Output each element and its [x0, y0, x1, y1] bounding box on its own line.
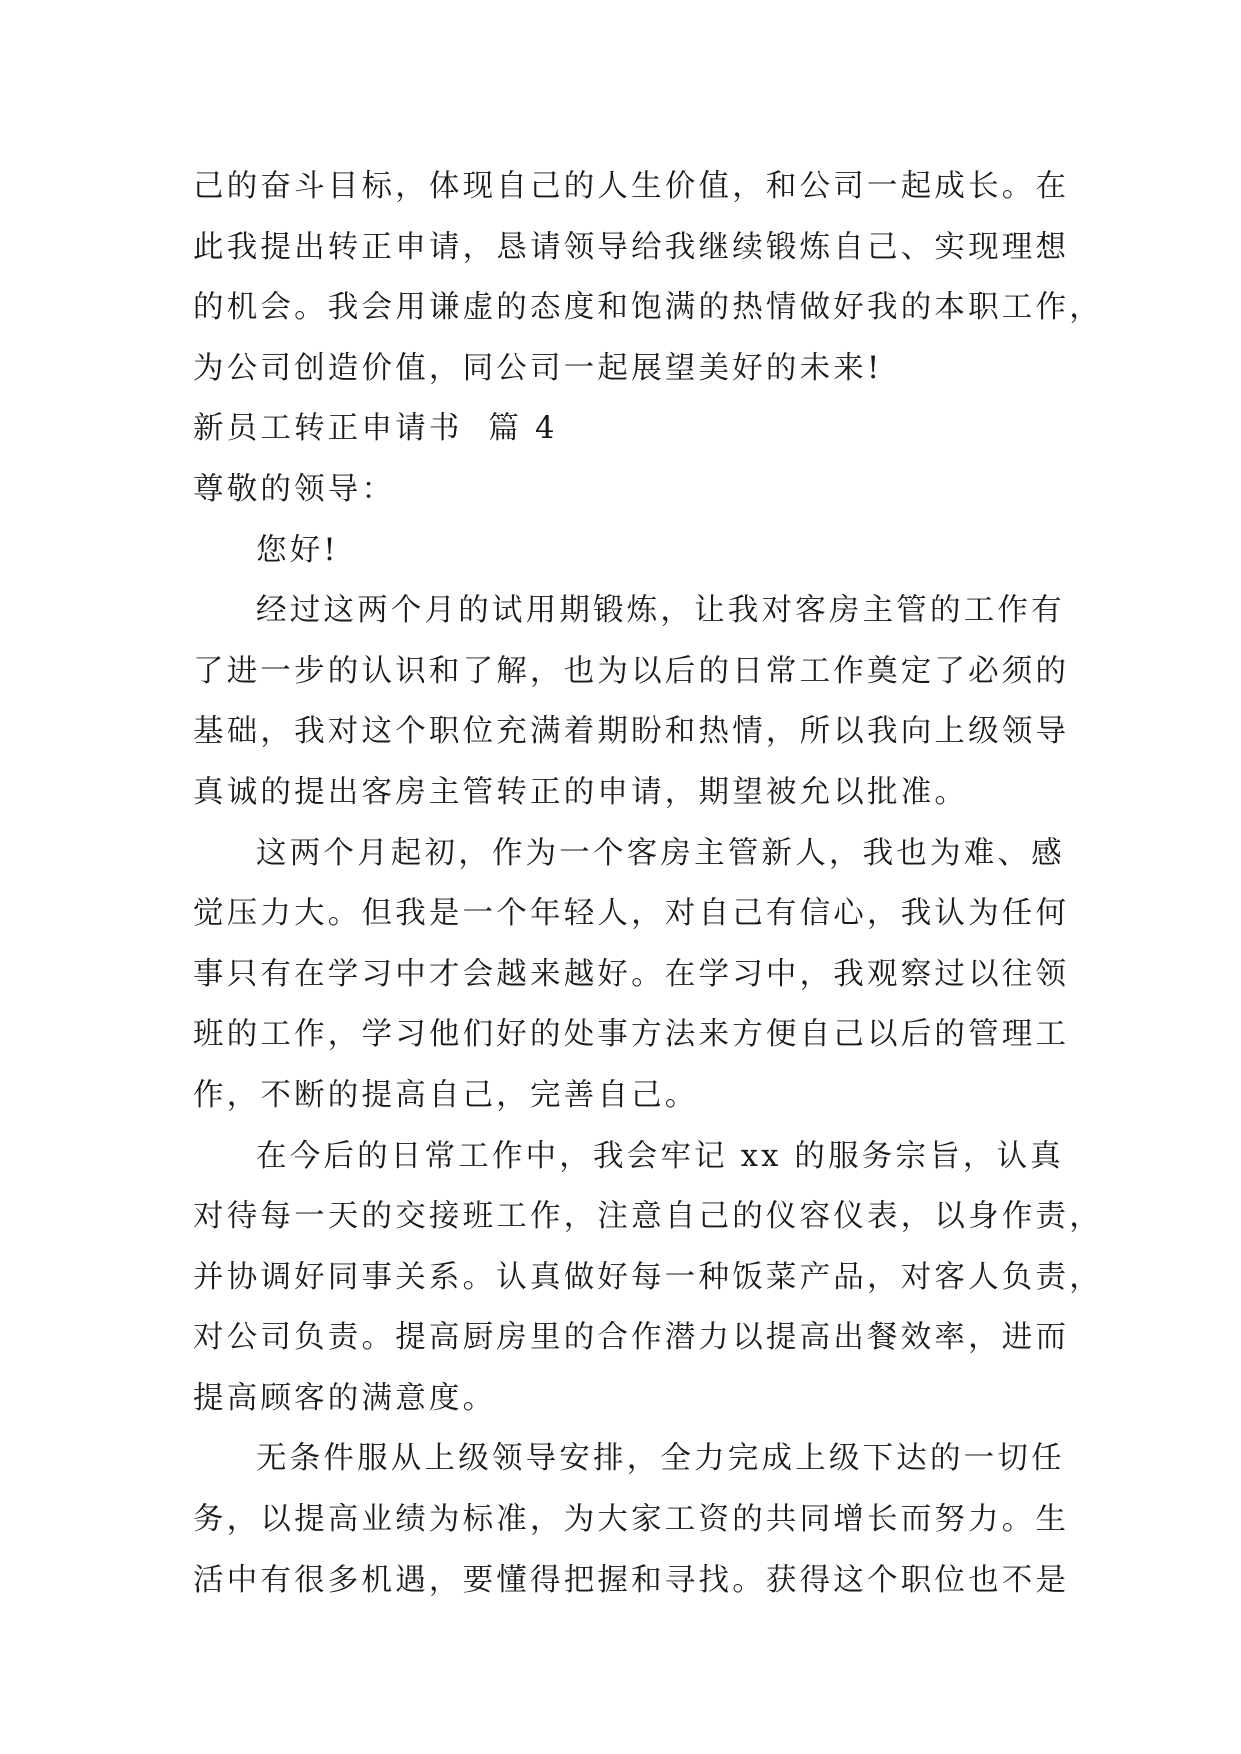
text-line: 觉压力大。但我是一个年轻人，对自己有信心，我认为任何 — [193, 896, 1070, 932]
text-line: 真诚的提出客房主管转正的申请，期望被允以批准。 — [193, 774, 969, 810]
text-line: 己的奋斗目标，体现自己的人生价值，和公司一起成长。在 — [193, 169, 1070, 204]
text-line: 对公司负责。提高厨房里的合作潜力以提高出餐效率，进而 — [193, 1320, 1070, 1356]
section-title: 新员工转正申请书 篇 4 — [193, 411, 558, 447]
text-line: 在今后的日常工作中，我会牢记 xx 的服务宗旨，认真 — [256, 1138, 1064, 1174]
salutation: 尊敬的领导： — [193, 471, 396, 507]
text-line: 务，以提高业绩为标准，为大家工资的共同增长而努力。生 — [193, 1502, 1070, 1538]
document-body — [193, 157, 1103, 1611]
text-line: 的机会。我会用谦虚的态度和饱满的热情做好我的本职工作， — [193, 290, 1103, 326]
text-line: 了进一步的认识和了解，也为以后的日常工作奠定了必须的 — [193, 653, 1070, 689]
greeting: 您好! — [256, 532, 339, 568]
text-line: 班的工作，学习他们好的处事方法来方便自己以后的管理工 — [193, 1017, 1070, 1053]
text-line: 活中有很多机遇，要懂得把握和寻找。获得这个职位也不是 — [193, 1562, 1070, 1598]
text-line: 这两个月起初，作为一个客房主管新人，我也为难、感 — [256, 835, 1065, 871]
paragraph-1 — [193, 581, 1093, 823]
text-line: 事只有在学习中才会越来越好。在学习中，我观察过以往领 — [193, 956, 1070, 992]
text-line: 基础，我对这个职位充满着期盼和热情，所以我向上级领导 — [193, 714, 1070, 750]
text-line: 此我提出转正申请，恳请领导给我继续锻炼自己、实现理想 — [193, 229, 1070, 265]
paragraph-3 — [193, 1127, 1103, 1430]
text-line: 并协调好同事关系。认真做好每一种饭菜产品，对客人负责， — [193, 1259, 1103, 1295]
text-line: 为公司创造价值，同公司一起展望美好的未来! — [193, 350, 883, 386]
text-line: 作，不断的提高自己，完善自己。 — [193, 1077, 699, 1113]
text-line: 对待每一天的交接班工作，注意自己的仪容仪表，以身作责， — [193, 1199, 1103, 1235]
paragraph-4 — [193, 1429, 1093, 1611]
text-line: 无条件服从上级领导安排，全力完成上级下达的一切任 — [256, 1441, 1065, 1477]
text-line: 经过这两个月的试用期锻炼，让我对客房主管的工作有 — [256, 593, 1065, 629]
previous-section-tail — [193, 157, 1103, 399]
text-line: 提高顾客的满意度。 — [193, 1380, 497, 1416]
paragraph-2 — [193, 824, 1093, 1127]
